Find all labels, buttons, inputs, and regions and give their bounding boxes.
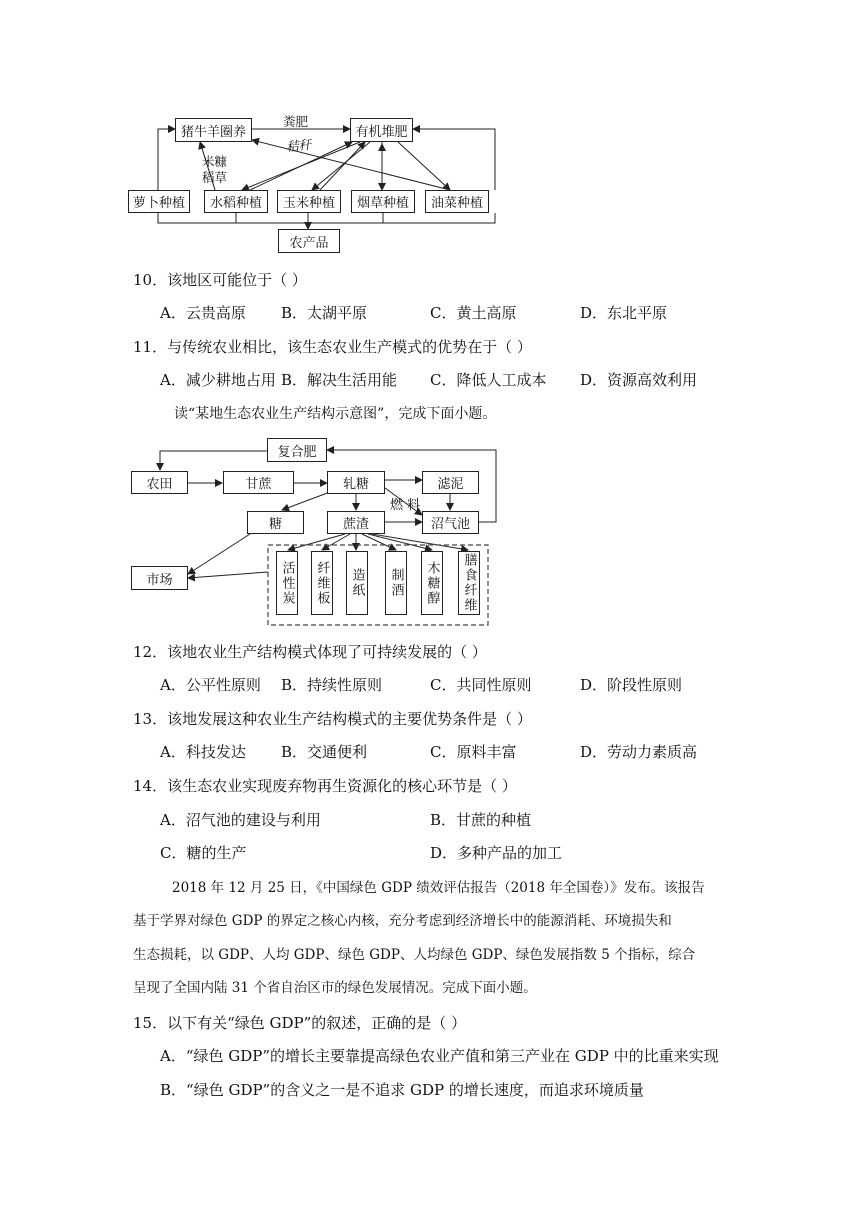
label-manure: 粪肥 bbox=[283, 114, 309, 129]
passage-line-2: 基于学界对绿色 GDP 的界定之核心内核，充分考虑到经济增长中的能源消耗、环境损失和 bbox=[133, 913, 672, 929]
q13-option-a: A．科技发达 bbox=[160, 743, 246, 761]
box-market: 市场 bbox=[131, 566, 188, 590]
q11-option-a: A．减少耕地占用 bbox=[160, 371, 276, 389]
box-pig-farming: 猪牛羊圈养 bbox=[175, 118, 252, 142]
q15-option-a: A．“绿色 GDP”的增长主要靠提高绿色农业产值和第三产业在 GDP 中的比重来实现 bbox=[160, 1047, 719, 1065]
q14-option-c: C．糖的生产 bbox=[160, 844, 247, 862]
question-11: 11．与传统农业相比，该生态农业生产模式的优势在于（ ） bbox=[133, 338, 532, 356]
question-14: 14．该生态农业实现废弃物再生资源化的核心环节是（ ） bbox=[133, 777, 517, 795]
product-dietary-fiber: 膳食纤维 bbox=[458, 551, 480, 615]
box-biogas-pit: 沼气池 bbox=[422, 511, 479, 534]
box-radish: 萝卜种植 bbox=[128, 190, 190, 213]
box-farm-product: 农产品 bbox=[278, 229, 340, 253]
passage-line-1: 2018 年 12 月 25 日，《中国绿色 GDP 绩效评估报告（2018 年全国卷）》发布。该报告 bbox=[172, 880, 705, 896]
box-rice: 水稻种植 bbox=[204, 190, 268, 213]
passage-line-3: 生态损耗，以 GDP、人均 GDP、绿色 GDP、人均绿色 GDP、绿色发展指数 5 个指标，综合 bbox=[133, 947, 696, 963]
label-fuel: 燃 料 bbox=[390, 498, 421, 513]
q14-option-b: B．甘蔗的种植 bbox=[430, 811, 532, 829]
q15-option-b: B．“绿色 GDP”的含义之一是不追求 GDP 的增长速度，而追求环境质量 bbox=[160, 1081, 644, 1099]
question-12: 12．该地农业生产结构模式体现了可持续发展的（ ） bbox=[133, 643, 487, 661]
q13-option-c: C．原料丰富 bbox=[430, 743, 517, 761]
q13-option-d: D．劳动力素质高 bbox=[580, 743, 698, 761]
q10-option-a: A．云贵高原 bbox=[160, 304, 246, 322]
box-organic-compost: 有机堆肥 bbox=[350, 118, 413, 142]
q10-option-c: C．黄土高原 bbox=[430, 304, 517, 322]
question-10: 10．该地区可能位于（ ） bbox=[133, 271, 307, 289]
box-compound-fertilizer: 复合肥 bbox=[267, 438, 327, 462]
q14-option-a: A．沼气池的建设与利用 bbox=[160, 811, 321, 829]
question-13: 13．该地发展这种农业生产结构模式的主要优势条件是（ ） bbox=[133, 710, 532, 728]
q12-option-d: D．阶段性原则 bbox=[580, 676, 683, 694]
q11-option-b: B．解决生活用能 bbox=[281, 371, 398, 389]
label-rice-straw: 稻草 bbox=[202, 170, 228, 185]
box-sugar-press: 轧糖 bbox=[327, 471, 385, 494]
box-farmland: 农田 bbox=[131, 471, 188, 494]
q14-option-d: D．多种产品的加工 bbox=[430, 844, 563, 862]
box-corn: 玉米种植 bbox=[277, 190, 341, 213]
passage-line-4: 呈现了全国内陆 31 个省自治区市的绿色发展情况。完成下面小题。 bbox=[133, 980, 537, 996]
q11-option-c: C．降低人工成本 bbox=[430, 371, 547, 389]
box-rape: 油菜种植 bbox=[425, 190, 489, 213]
product-fiberboard: 纤维板 bbox=[311, 551, 333, 615]
q13-option-b: B．交通便利 bbox=[281, 743, 368, 761]
product-xylitol: 木糖醇 bbox=[421, 551, 443, 615]
label-bran: 米糠 bbox=[202, 154, 228, 169]
q11-option-d: D．资源高效利用 bbox=[580, 371, 698, 389]
q12-option-c: C．共同性原则 bbox=[430, 676, 532, 694]
box-tobacco: 烟草种植 bbox=[351, 190, 415, 213]
product-papermaking: 造纸 bbox=[346, 551, 368, 615]
q12-option-b: B．持续性原则 bbox=[281, 676, 383, 694]
q10-option-d: D．东北平原 bbox=[580, 304, 668, 322]
box-bagasse: 蔗渣 bbox=[327, 511, 385, 534]
q12-option-a: A．公平性原则 bbox=[160, 676, 261, 694]
question-15: 15．以下有关“绿色 GDP”的叙述，正确的是（ ） bbox=[133, 1014, 467, 1032]
box-sugar: 糖 bbox=[247, 511, 304, 534]
box-sugarcane: 甘蔗 bbox=[223, 471, 294, 494]
box-filter-mud: 滤泥 bbox=[422, 471, 479, 494]
q10-option-b: B．太湖平原 bbox=[281, 304, 368, 322]
intro-diagram-2: 读“某地生态农业生产结构示意图”，完成下面小题。 bbox=[174, 406, 497, 422]
product-winemaking: 制酒 bbox=[385, 551, 407, 615]
product-activated-carbon: 活性炭 bbox=[276, 551, 298, 615]
label-straw: 秸秆 bbox=[285, 136, 312, 155]
